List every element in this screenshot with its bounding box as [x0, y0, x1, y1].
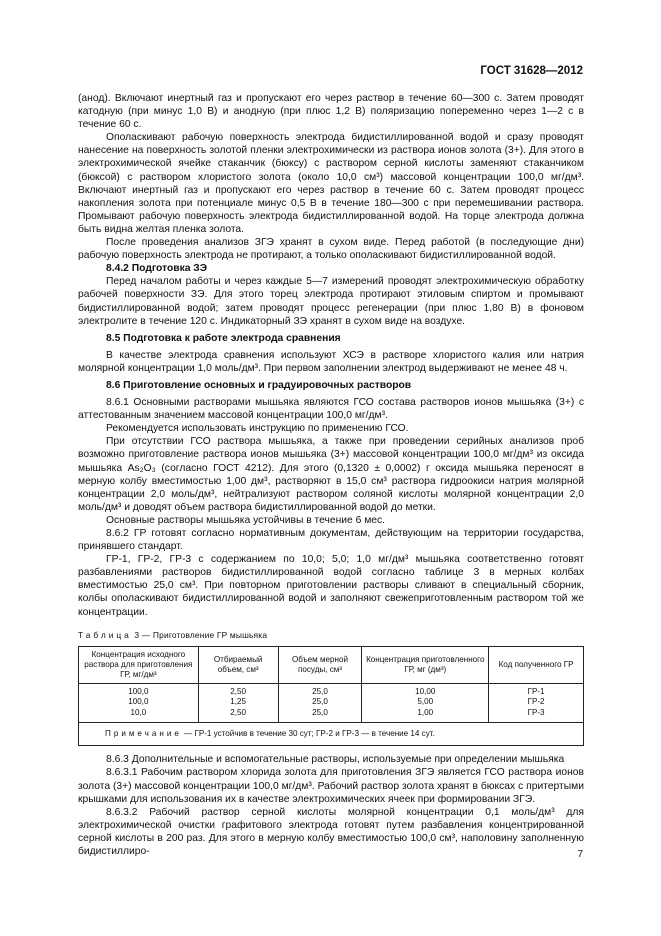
table-header-cell: Код полученного ГР	[489, 646, 584, 683]
table-cell: 100,0 100,0 10,0	[79, 683, 199, 723]
section-heading-8-6: 8.6 Приготовление основных и градуировочных растворов	[106, 379, 412, 391]
paragraph: При отсутствии ГСО раствора мышьяка, а также при проведении серийных анализов проб возможно приготовление раствора ионов мышьяка (3+) массовой концентрации 100,0 мг/дм³ из оксида мышьяка As₂O₃ (согласно ГОСТ 4212). Для этого (0,1320 ± 0,0002) г оксида мышьяка переносят в мерную колбу вместимостью 1,00 дм³, растворяют в 15,0 см³ раствора гидроокиси натрия молярной концентрации 2,0 моль/дм³, нейтрализуют раствором соляной кислоты молярной концентрации 2,0 моль/дм³ и доводят объем раствора бидистиллированной водой до метки.	[78, 436, 584, 513]
standard-code: ГОСТ 31628—2012	[480, 65, 583, 77]
paragraph: (анод). Включают инертный газ и пропускают его через раствор в течение 60—300 с. Затем проводят катодную (при минус 1,0 В) и анодную (при плюс 1,2 В) поляризацию попеременно через 1—2 с в течение 60 с.	[78, 93, 584, 131]
paragraph: Перед началом работы и через каждые 5—7 измерений проводят электрохимическую обработку рабочей поверхности ЗЭ. Для этого торец электрода протирают этиловым спиртом и промывают бидистиллированной водой; затем проводят процесс регенерации (при плюс 1,80 В) в фоновом электролите в течение 120 с. Индикаторный ЗЭ хранят в сухом виде на воздухе.	[78, 276, 584, 327]
table-header-cell: Концентрация исходного раствора для приготовления ГР, мг/дм³	[79, 646, 199, 683]
section-heading-8-4-2: 8.4.2 Подготовка ЗЭ	[106, 263, 208, 275]
table-cell: 2,50 1,25 2,50	[198, 683, 278, 723]
paragraph: 8.6.3 Дополнительные и вспомогательные растворы, используемые при определении мышьяка	[106, 754, 565, 766]
table-header-cell: Объем мерной посуды, см³	[278, 646, 362, 683]
paragraph: Ополаскивают рабочую поверхность электрода бидистиллированной водой и сразу проводят нанесение на поверхность золотой пленки электрохимически из раствора ионов золота (3+). Для этого в электрохимической ячейке стаканчик (бюксу) с раствором серной кислоты заменяют стаканчиком (бюксой) с раствором хлористого золота (около 10,0 см³) массовой концентрации 100,0 мг/дм³. Включают инертный газ и пропускают его через раствор в течение 60 с. Затем проводят процесс накопления золота при потенциале минус 0,5 В в течение 180—300 с при перемешивании раствора. Промывают рабочую поверхность электрода бидистиллированной водой. На торце электрода должна быть видна желтая пленка золота.	[78, 132, 584, 235]
paragraph: 8.6.2 ГР готовят согласно нормативным документам, действующим на территории государства, принявшего стандарт.	[78, 528, 584, 553]
paragraph: В качестве электрода сравнения используют ХСЭ в растворе хлористого калия или натрия молярной концентрации 1,0 моль/дм³. При первом заполнении электрод выдерживают не менее 48 ч.	[78, 349, 584, 374]
paragraph: 8.6.3.1 Рабочим раствором хлорида золота для приготовления ЗГЭ является ГСО раствора ионов золота (3+) массовой концентрации 100,0 мг/дм³. Рабочий раствор золота хранят в бюксах с притертыми крышками для использования их в качестве электрохимических ячеек при формировании ЗГЭ.	[78, 767, 584, 805]
table-note-text: — ГР-1 устойчив в течение 30 сут; ГР-2 и ГР-3 — в течение 14 сут.	[181, 729, 435, 739]
table-row	[79, 683, 584, 723]
paragraph: После проведения анализов ЗГЭ хранят в сухом виде. Перед работой (в последующие дни) рабочую поверхность электрода не протирают, а только ополаскивают бидистиллированной водой.	[78, 237, 584, 262]
table-note-word: Примечание	[105, 729, 182, 739]
paragraph: Рекомендуется использовать инструкцию по применению ГСО.	[106, 423, 409, 435]
paragraph: 8.6.3.2 Рабочий раствор серной кислоты молярной концентрации 0,1 моль/дм³ для электрохимической очистки графитового электрода готовят путем разбавления концентрированной серной кислоты в 200 раз. Для этого в мерную колбу вместимостью 100,0 см³, наполовину заполненную бидистиллиро-	[78, 806, 584, 857]
paragraph: 8.6.1 Основными растворами мышьяка являются ГСО состава растворов ионов мышьяка (3+) с аттестованным значением массовой концентрации 100,0 мг/дм³.	[78, 397, 584, 422]
table-header-cell: Отбираемый объем, см³	[198, 646, 278, 683]
table-cell: 25,0 25,0 25,0	[278, 683, 362, 723]
table-note	[79, 723, 584, 746]
table-caption	[78, 629, 584, 642]
paragraph: Основные растворы мышьяка устойчивы в течение 6 мес.	[106, 514, 386, 526]
table-cell: ГР-1 ГР-2 ГР-3	[489, 683, 584, 723]
paragraph: ГР-1, ГР-2, ГР-3 с содержанием по 10,0; 5,0; 1,0 мг/дм³ мышьяка соответственно готовят разбавлениями растворов бидистиллированной водой согласно таблице 3 в мерных колбах вместимостью 25,0 см³. При повторном приготовлении растворы сливают в специальный сборник, колбы ополаскивают бидистиллированной водой и заполняют свежеприготовленным раствором той же концентрации.	[78, 554, 584, 618]
table-cell: 10,00 5,00 1,00	[362, 683, 489, 723]
page-number: 7	[577, 849, 583, 860]
table-note-row	[79, 723, 584, 746]
document-body	[78, 92, 584, 858]
table-header-cell: Концентрация приготовленного ГР, мг (дм³)	[362, 646, 489, 683]
table-caption-word: Таблица	[78, 629, 132, 640]
preparation-table	[78, 646, 584, 747]
section-heading-8-5: 8.5 Подготовка к работе электрода сравнения	[106, 332, 341, 344]
table-caption-text: 3 — Приготовление ГР мышьяка	[134, 629, 268, 640]
